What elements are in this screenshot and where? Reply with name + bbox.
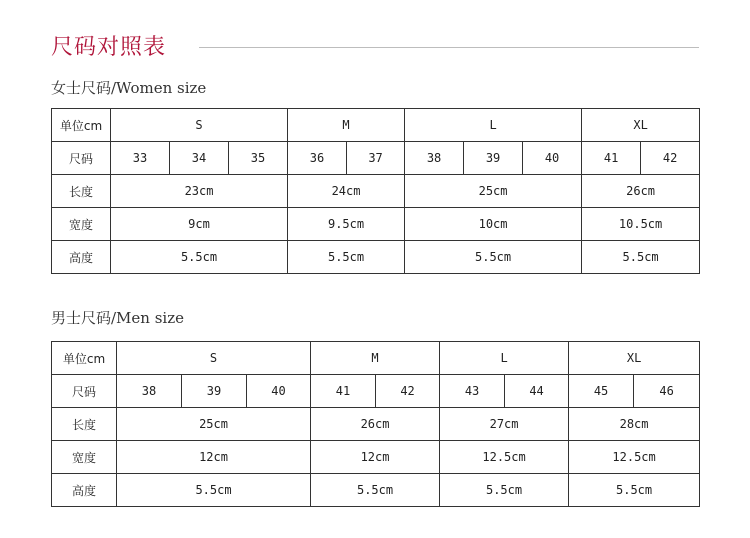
height-cell: 5.5cm xyxy=(117,474,311,507)
table-row-sizes xyxy=(52,142,700,175)
size-cell: 40 xyxy=(523,142,582,175)
size-cell: 42 xyxy=(641,142,700,175)
size-cell: 34 xyxy=(170,142,229,175)
table-row-header xyxy=(52,109,700,142)
width-cell: 10cm xyxy=(405,208,582,241)
size-cell: 39 xyxy=(464,142,523,175)
height-cell: 5.5cm xyxy=(440,474,569,507)
size-cell: 43 xyxy=(440,375,505,408)
row-label: 尺码 xyxy=(52,142,111,175)
size-cell: 38 xyxy=(117,375,182,408)
row-label: 长度 xyxy=(52,408,117,441)
height-cell: 5.5cm xyxy=(405,241,582,274)
unit-label: 单位cm xyxy=(52,342,117,375)
row-label: 长度 xyxy=(52,175,111,208)
size-cell: 33 xyxy=(111,142,170,175)
table-row-width xyxy=(52,441,700,474)
table-row-sizes xyxy=(52,375,700,408)
table-row-length xyxy=(52,408,700,441)
size-group-s: S xyxy=(117,342,311,375)
row-label: 高度 xyxy=(52,474,117,507)
women-size-table xyxy=(51,108,700,274)
table-row-length xyxy=(52,175,700,208)
width-cell: 12.5cm xyxy=(440,441,569,474)
size-cell: 42 xyxy=(376,375,440,408)
size-group-l: L xyxy=(440,342,569,375)
row-label: 宽度 xyxy=(52,441,117,474)
unit-label: 单位cm xyxy=(52,109,111,142)
length-cell: 23cm xyxy=(111,175,288,208)
size-cell: 46 xyxy=(634,375,700,408)
size-cell: 36 xyxy=(288,142,347,175)
width-cell: 9cm xyxy=(111,208,288,241)
title-divider xyxy=(199,47,699,48)
width-cell: 10.5cm xyxy=(582,208,700,241)
length-cell: 26cm xyxy=(311,408,440,441)
size-cell: 45 xyxy=(569,375,634,408)
size-group-xl: XL xyxy=(569,342,700,375)
row-label: 高度 xyxy=(52,241,111,274)
size-group-xl: XL xyxy=(582,109,700,142)
length-cell: 27cm xyxy=(440,408,569,441)
size-cell: 41 xyxy=(582,142,641,175)
table-row-width xyxy=(52,208,700,241)
size-group-m: M xyxy=(311,342,440,375)
length-cell: 25cm xyxy=(405,175,582,208)
height-cell: 5.5cm xyxy=(569,474,700,507)
width-cell: 12cm xyxy=(311,441,440,474)
size-cell: 38 xyxy=(405,142,464,175)
header xyxy=(51,30,699,64)
length-cell: 26cm xyxy=(582,175,700,208)
width-cell: 12.5cm xyxy=(569,441,700,474)
row-label: 尺码 xyxy=(52,375,117,408)
table-row-height xyxy=(52,474,700,507)
length-cell: 28cm xyxy=(569,408,700,441)
size-group-m: M xyxy=(288,109,405,142)
men-size-table xyxy=(51,341,700,507)
women-size-heading: 女士尺码/Women size xyxy=(51,79,207,97)
width-cell: 9.5cm xyxy=(288,208,405,241)
height-cell: 5.5cm xyxy=(311,474,440,507)
height-cell: 5.5cm xyxy=(582,241,700,274)
size-group-l: L xyxy=(405,109,582,142)
height-cell: 5.5cm xyxy=(288,241,405,274)
size-cell: 37 xyxy=(347,142,405,175)
men-size-heading: 男士尺码/Men size xyxy=(51,309,184,327)
table-row-height xyxy=(52,241,700,274)
size-group-s: S xyxy=(111,109,288,142)
height-cell: 5.5cm xyxy=(111,241,288,274)
length-cell: 25cm xyxy=(117,408,311,441)
length-cell: 24cm xyxy=(288,175,405,208)
table-row-header xyxy=(52,342,700,375)
page-title: 尺码对照表 xyxy=(51,35,167,60)
size-cell: 39 xyxy=(182,375,247,408)
width-cell: 12cm xyxy=(117,441,311,474)
size-cell: 41 xyxy=(311,375,376,408)
size-cell: 44 xyxy=(505,375,569,408)
row-label: 宽度 xyxy=(52,208,111,241)
size-cell: 35 xyxy=(229,142,288,175)
size-cell: 40 xyxy=(247,375,311,408)
